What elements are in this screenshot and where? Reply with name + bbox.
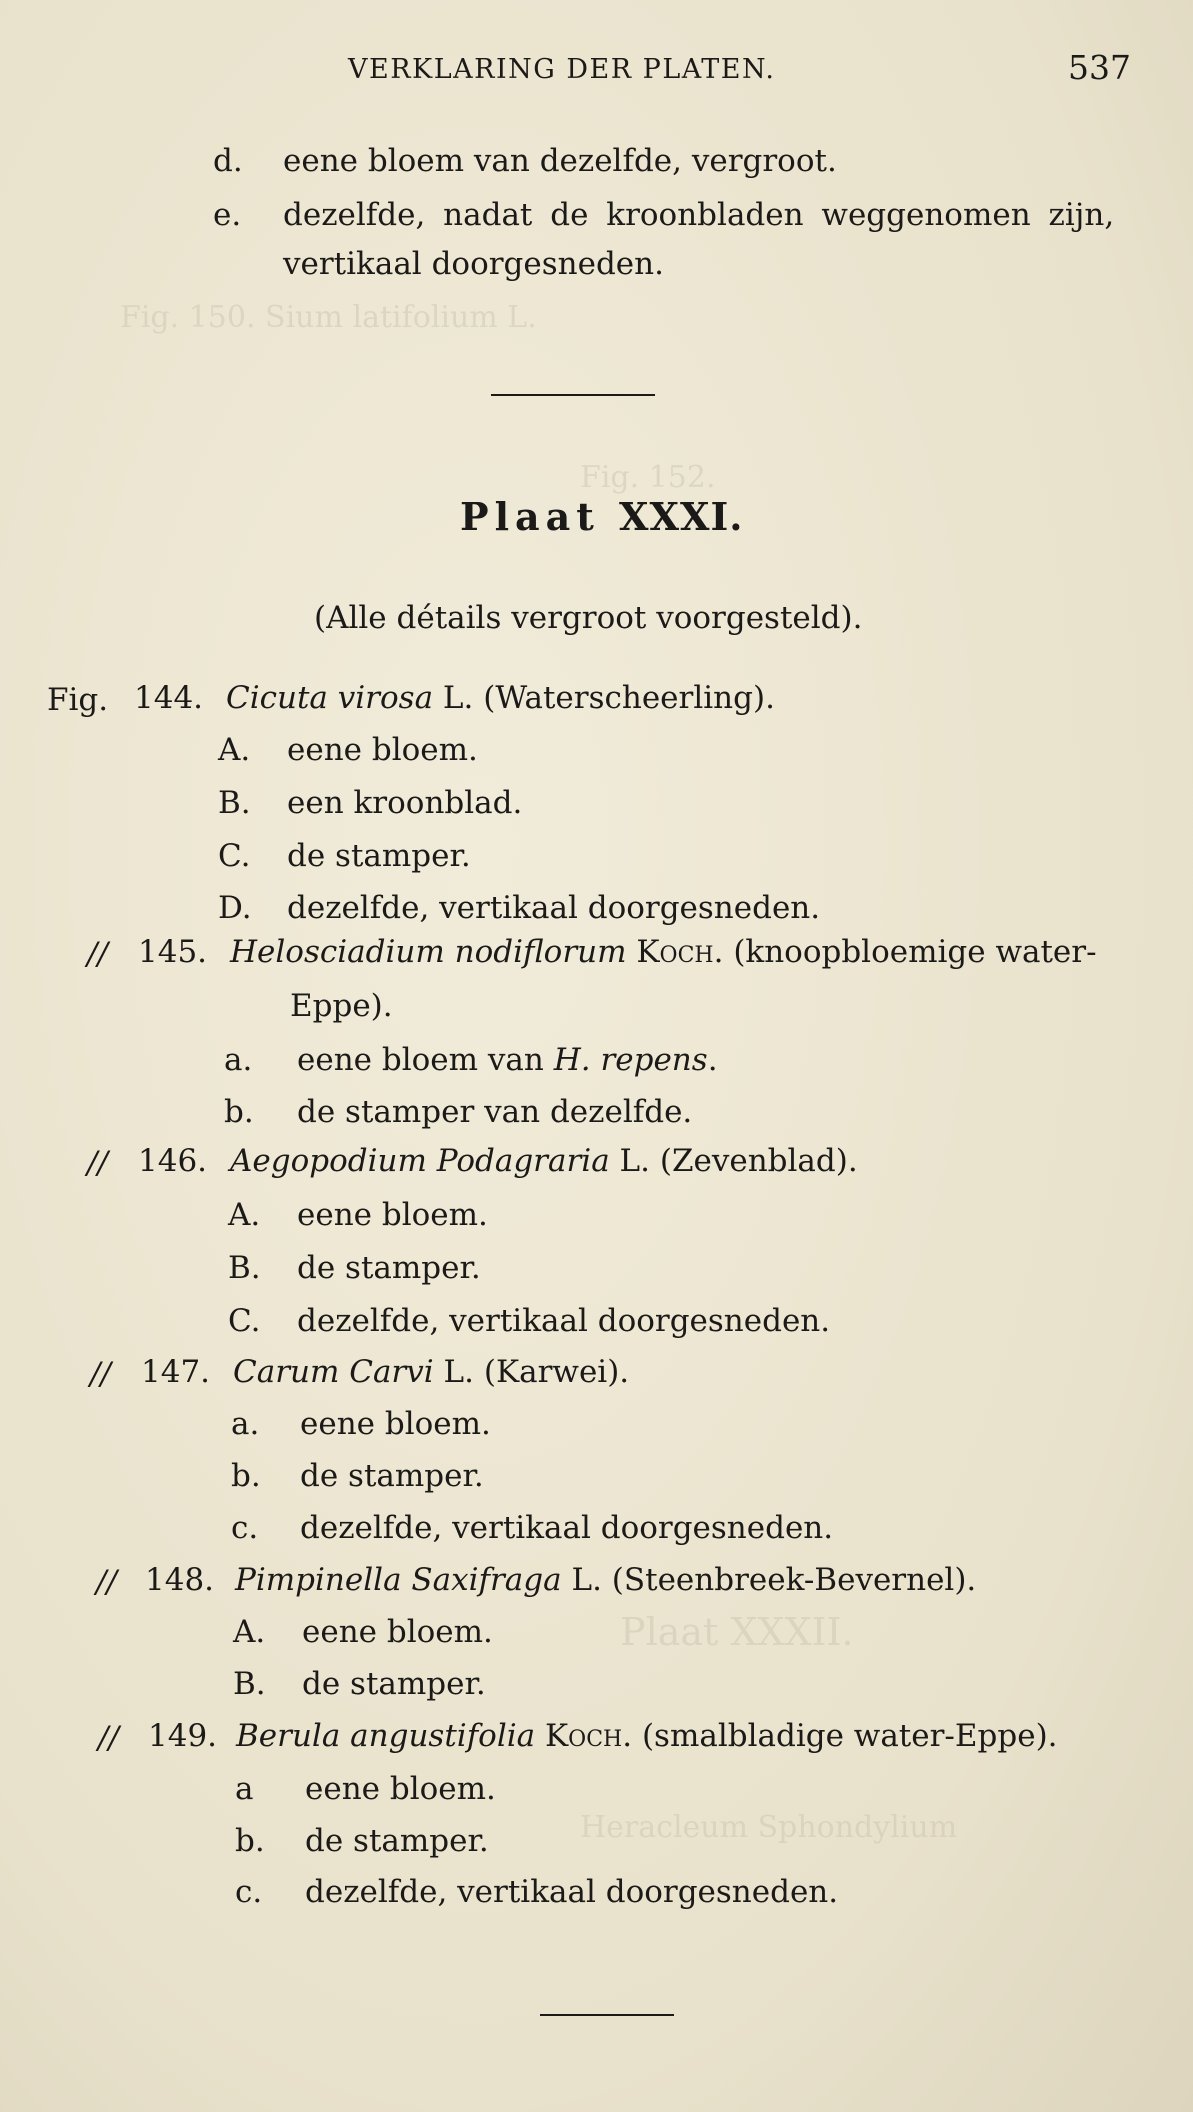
item-text: dezelfde, vertikaal doorgesneden. <box>297 1303 831 1339</box>
common-name-cont: Eppe). <box>290 988 393 1024</box>
ditto-mark: // <box>98 1720 119 1756</box>
species-author: Koch. <box>545 1718 633 1754</box>
item-text: de stamper van dezelfde. <box>297 1094 693 1130</box>
species-author: Koch. <box>636 934 724 970</box>
plate-title-word: Plaat <box>460 494 600 539</box>
common-name: (knoopbloemige water- <box>733 934 1097 970</box>
item-text: eene bloem. <box>287 732 478 768</box>
item-text-italic: H. repens <box>553 1042 708 1078</box>
figure-number: 149. <box>148 1718 218 1754</box>
item-text-row <box>297 1042 718 1078</box>
item-label: b. <box>231 1458 261 1494</box>
item-label: a. <box>231 1406 260 1442</box>
figure-heading <box>230 1143 858 1179</box>
item-text-after: . <box>707 1042 718 1078</box>
item-text: dezelfde, vertikaal doorgesneden. <box>300 1510 834 1546</box>
species-name: Aegopodium Podagraria <box>230 1143 610 1179</box>
item-label: C. <box>218 838 251 874</box>
item-text: eene bloem. <box>302 1614 493 1650</box>
continued-item-text: dezelfde, nadat de kroonbladen weggenomen zijn, <box>283 197 1115 233</box>
page-number: 537 <box>1068 48 1131 87</box>
item-label: b. <box>224 1094 254 1130</box>
species-name: Helosciadium nodiflorum <box>230 934 627 970</box>
book-page: Fig. 150. Sium latifolium L. Fig. 152. Plaat XXXII. Heracleum Sphondylium VERKLARING DER PLATEN. 537 d. eene bloem van dezelfde, vergroot. e. dezelfde, nadat de kroonbladen weggenomen zijn, vertikaal doorgesneden. Plaat XXXI. (Alle détails vergroot voorgesteld). Fig. 144. Cicuta virosa L. (Waterscheerling). A. eene bloem. B. een kroonblad. C. de stamper. D. dezelfde, vertikaal doorgesneden. // 145. Helosciadium nodiflorum Koch. (knoopbloemige water- Eppe). a. eene bloem van H. repens. b. de stamper van dezelfde. // 146. Aegopodium Podagraria L. (Zevenblad). A. eene bloem. B. de stamper. C. dezelfde, vertikaal doorgesneden. // 147. Carum Carvi L. (Karwei). a. eene bloem. b. de stamper. c. dezelfde, vertikaal doorgesneden. // 148. Pimpinella Saxifraga L. (Steenbreek-Bevernel). A. eene bloem. B. de stamper. // 149. Berula angustifolia Koch. (smalbladige water-Eppe). a eene bloem. b. de stamper. c. dezelfde, vertikaal doorgesneden. <box>0 0 1193 2112</box>
species-name: Cicuta virosa <box>226 680 434 716</box>
item-label: a <box>235 1771 254 1807</box>
item-label: a. <box>224 1042 253 1078</box>
figure-number: 144. <box>134 680 204 716</box>
ditto-mark: // <box>96 1564 117 1600</box>
item-label: B. <box>233 1666 266 1702</box>
item-text: eene bloem. <box>300 1406 491 1442</box>
item-label: C. <box>228 1303 261 1339</box>
bottom-rule <box>540 2014 674 2016</box>
continued-item-label: d. <box>213 143 243 179</box>
item-text: eene bloem. <box>305 1771 496 1807</box>
item-text: dezelfde, vertikaal doorgesneden. <box>287 890 821 926</box>
species-name: Berula angustifolia <box>236 1718 536 1754</box>
plate-title-number: XXXI <box>619 494 730 539</box>
section-rule <box>491 394 655 396</box>
item-label: D. <box>218 890 252 926</box>
item-text: de stamper. <box>305 1823 489 1859</box>
ditto-mark: // <box>87 936 108 972</box>
plate-title <box>460 494 749 539</box>
item-label: A. <box>218 732 251 768</box>
figure-number: 146. <box>138 1143 208 1179</box>
item-label: B. <box>228 1250 261 1286</box>
ditto-mark: // <box>87 1145 108 1181</box>
running-title: VERKLARING DER PLATEN. <box>348 54 776 85</box>
figure-heading <box>235 1562 976 1598</box>
common-name: (Zevenblad). <box>659 1143 858 1179</box>
item-text: de stamper. <box>287 838 471 874</box>
figure-number: 148. <box>145 1562 215 1598</box>
item-text: eene bloem. <box>297 1197 488 1233</box>
continued-item-text: eene bloem van dezelfde, vergroot. <box>283 143 837 179</box>
ditto-mark: // <box>90 1356 111 1392</box>
item-text: de stamper. <box>300 1458 484 1494</box>
item-text: de stamper. <box>302 1666 486 1702</box>
figure-prefix: Fig. <box>47 682 109 718</box>
plate-title-dot: . <box>729 494 749 539</box>
item-label: c. <box>231 1510 259 1546</box>
species-name: Pimpinella Saxifraga <box>235 1562 562 1598</box>
item-text: eene bloem van <box>297 1042 554 1078</box>
figure-heading <box>236 1718 1058 1754</box>
continued-item-text-cont: vertikaal doorgesneden. <box>283 246 664 282</box>
continued-item-label: e. <box>213 197 242 233</box>
item-label: A. <box>228 1197 261 1233</box>
common-name: (Karwei). <box>483 1354 630 1390</box>
common-name: (Steenbreek-Bevernel). <box>611 1562 977 1598</box>
figure-heading <box>230 934 1097 970</box>
item-text: dezelfde, vertikaal doorgesneden. <box>305 1874 839 1910</box>
species-author: L. <box>443 1354 474 1390</box>
item-text: de stamper. <box>297 1250 481 1286</box>
item-label: b. <box>235 1823 265 1859</box>
figure-number: 147. <box>141 1354 211 1390</box>
item-label: c. <box>235 1874 263 1910</box>
figure-number: 145. <box>138 934 208 970</box>
item-label: B. <box>218 785 251 821</box>
species-name: Carum Carvi <box>233 1354 434 1390</box>
item-text: een kroonblad. <box>287 785 523 821</box>
figure-heading <box>233 1354 629 1390</box>
species-author: L. <box>619 1143 650 1179</box>
species-author: L. <box>571 1562 602 1598</box>
figure-heading <box>226 680 775 716</box>
item-label: A. <box>233 1614 266 1650</box>
plate-subtitle: (Alle détails vergroot voorgesteld). <box>314 600 863 636</box>
species-author: L. <box>442 680 474 716</box>
common-name: (smalbladige water-Eppe). <box>641 1718 1058 1754</box>
common-name: (Waterscheerling). <box>483 680 775 716</box>
